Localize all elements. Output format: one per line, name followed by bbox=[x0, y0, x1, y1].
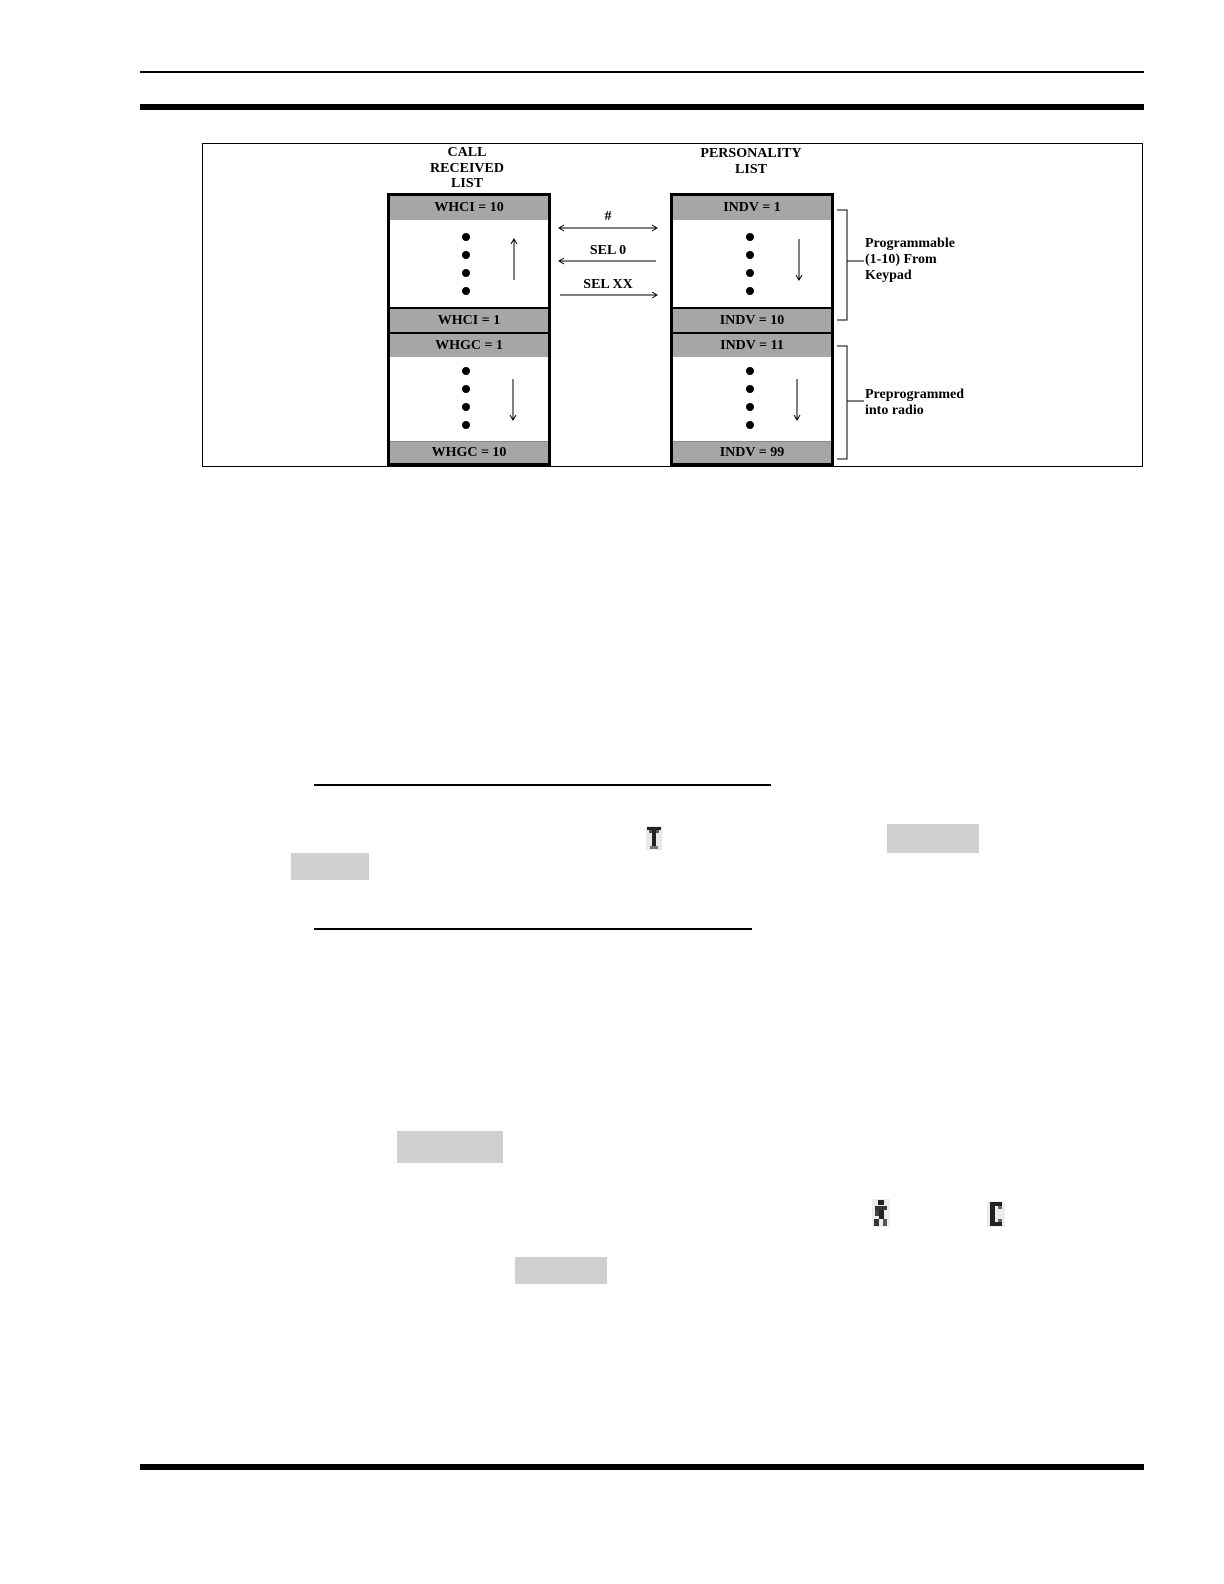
selxx-label: SEL XX bbox=[583, 277, 633, 292]
ellipsis-dot bbox=[462, 269, 470, 277]
up-arrow-icon bbox=[510, 238, 518, 280]
preprogrammed-bracket bbox=[836, 345, 866, 460]
footer-rule bbox=[140, 1464, 1144, 1470]
section-heading-underline bbox=[314, 784, 771, 786]
down-arrow-icon bbox=[795, 239, 803, 281]
ellipsis-dot bbox=[746, 385, 754, 393]
display-highlight bbox=[397, 1131, 503, 1163]
display-highlight bbox=[887, 824, 979, 853]
cell-whci-1: WHCI = 1 bbox=[390, 307, 548, 332]
ellipsis-dot bbox=[746, 269, 754, 277]
header-rule-thin bbox=[140, 71, 1144, 73]
cell-whgc-10: WHGC = 10 bbox=[390, 441, 548, 463]
display-highlight bbox=[291, 853, 369, 880]
programmable-bracket bbox=[836, 209, 866, 321]
programmable-label: Programmable (1-10) From Keypad bbox=[865, 236, 955, 283]
call-received-list-title: CALL RECEIVED LIST bbox=[430, 145, 504, 191]
ellipsis-dot bbox=[462, 403, 470, 411]
personality-list bbox=[670, 193, 834, 466]
call-list-diagram bbox=[202, 143, 1143, 467]
display-highlight bbox=[515, 1257, 607, 1284]
ellipsis-dot bbox=[746, 403, 754, 411]
preprogrammed-label: Preprogrammed into radio bbox=[865, 387, 965, 418]
sel0-label: SEL 0 bbox=[589, 243, 627, 258]
header-rule-thick bbox=[140, 104, 1144, 110]
ellipsis-dot bbox=[462, 287, 470, 295]
antenna-display-icon bbox=[646, 826, 662, 850]
hash-label: # bbox=[604, 209, 612, 224]
cell-whgc-1: WHGC = 1 bbox=[390, 332, 548, 357]
double-arrow-icon bbox=[558, 224, 658, 232]
ellipsis-dot bbox=[462, 251, 470, 259]
cell-indv-1: INDV = 1 bbox=[673, 196, 831, 220]
section-heading-underline bbox=[314, 928, 752, 930]
phone-display-icon bbox=[987, 1201, 1005, 1227]
ellipsis-dot bbox=[462, 421, 470, 429]
cell-indv-10: INDV = 10 bbox=[673, 307, 831, 332]
call-received-list bbox=[387, 193, 551, 466]
ellipsis-dot bbox=[462, 367, 470, 375]
ellipsis-dot bbox=[462, 233, 470, 241]
cell-indv-99: INDV = 99 bbox=[673, 441, 831, 463]
cell-indv-11: INDV = 11 bbox=[673, 332, 831, 357]
left-arrow-icon bbox=[558, 257, 658, 265]
ellipsis-dot bbox=[746, 233, 754, 241]
down-arrow-icon bbox=[509, 379, 517, 421]
ellipsis-dot bbox=[746, 367, 754, 375]
person-display-icon bbox=[872, 1199, 890, 1227]
cell-whci-10: WHCI = 10 bbox=[390, 196, 548, 220]
ellipsis-dot bbox=[746, 287, 754, 295]
down-arrow-icon bbox=[793, 379, 801, 421]
right-arrow-icon bbox=[558, 291, 658, 299]
ellipsis-dot bbox=[462, 385, 470, 393]
ellipsis-dot bbox=[746, 251, 754, 259]
personality-list-title: PERSONALITY LIST bbox=[700, 146, 802, 177]
ellipsis-dot bbox=[746, 421, 754, 429]
